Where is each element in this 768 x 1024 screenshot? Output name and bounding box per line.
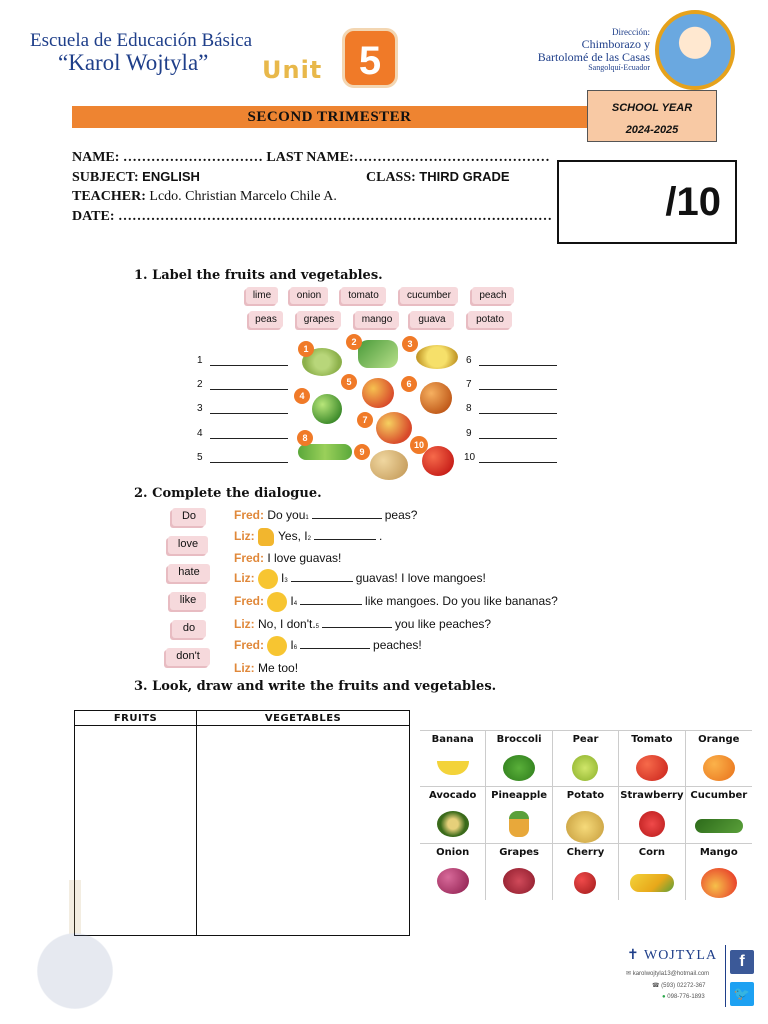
answer-line-7[interactable] [479, 389, 557, 390]
grid-item-cherry [553, 844, 619, 900]
answer-number: 6 [466, 355, 472, 366]
avocado-image [437, 811, 469, 837]
strawberry-image [639, 811, 665, 837]
grid-item-tomato [619, 731, 685, 787]
grid-item-label: Onion [436, 846, 470, 858]
teacher-value: Lcdo. Christian Marcelo Chile A. [149, 189, 337, 204]
grid-item-label: Mango [699, 846, 738, 858]
dialogue-line-2 [234, 528, 382, 546]
answer-number: 2 [197, 379, 203, 390]
answer-number: 1 [197, 355, 203, 366]
orange-image [703, 755, 735, 781]
answer-line-10[interactable] [479, 462, 557, 463]
class-row [366, 169, 510, 186]
potato-grid-image [566, 811, 604, 843]
footer-phone-text: (593) 02272-367 [661, 983, 706, 989]
answer-line-3[interactable] [210, 413, 288, 414]
dialogue-line-5 [234, 592, 558, 612]
blank-number: 1 [305, 515, 309, 521]
grid-item-strawberry [619, 787, 685, 843]
q3-title: 3. Look, draw and write the fruits and vegetables. [134, 679, 497, 694]
dialogue-text: I love guavas! [267, 551, 342, 565]
word-tag-peach: peach [472, 287, 514, 304]
grid-item-pineapple [486, 787, 552, 843]
word-tag-dont: don't [166, 648, 210, 666]
teacher-row [72, 189, 337, 205]
dialogue-text: you like peaches? [395, 617, 492, 631]
tongue-out-emoji-icon [258, 569, 278, 589]
address-line2: Bartolomé de las Casas [537, 50, 650, 65]
number-bubble: 2 [346, 334, 362, 350]
onion-image [420, 382, 452, 414]
grid-item-label: Potato [566, 790, 605, 802]
speaker-fred: Fred: [234, 508, 264, 522]
dialogue-text: I [290, 638, 294, 653]
pope-portrait-logo [655, 10, 735, 90]
cherry-image [574, 872, 596, 894]
cucumber-grid-image [695, 819, 743, 833]
word-tag-grapes: grapes [297, 311, 341, 328]
lime-image [312, 394, 342, 424]
grid-item-label: Grapes [499, 846, 539, 858]
answer-number: 3 [197, 403, 203, 414]
grid-item-label: Tomato [631, 734, 673, 745]
dialogue-text: Yes, I [278, 529, 308, 544]
vegetables-drawing-area[interactable] [197, 726, 410, 936]
grid-item-label: Cherry [566, 846, 605, 858]
grid-item-onion [420, 844, 486, 900]
address-line1: Chimborazo y [581, 36, 650, 51]
speaker-liz: Liz: [234, 529, 255, 544]
word-tag-do-lower: do [172, 620, 206, 638]
cucumber-image [358, 340, 398, 368]
school-name-line1: Escuela de Educación Básica [30, 30, 253, 51]
blank-number: 2 [307, 536, 311, 543]
grapes-grid-image [503, 868, 535, 894]
class-label: CLASS: [366, 170, 416, 185]
dialogue-line-3 [234, 551, 341, 565]
dialogue-line-6 [234, 617, 491, 631]
word-tag-peas: peas [249, 311, 283, 328]
score-value: /10 [665, 180, 721, 224]
word-tag-mango: mango [355, 311, 399, 328]
unit-number-badge: 5 [342, 28, 398, 88]
grid-item-orange [686, 731, 752, 787]
blank-number: 4 [293, 601, 298, 608]
subject-value: ENGLISH [142, 169, 200, 184]
number-bubble: 5 [341, 374, 357, 390]
blank-number: 5 [315, 624, 320, 630]
phone-icon: ☎ [652, 983, 662, 989]
speaker-liz: Liz: [234, 571, 255, 586]
answer-line-5[interactable] [210, 462, 288, 463]
subject-label: SUBJECT: [72, 170, 139, 185]
grid-item-label: Orange [698, 734, 740, 745]
footer-email[interactable] [626, 970, 709, 977]
subject-row [72, 169, 200, 186]
answer-line-8[interactable] [479, 413, 557, 414]
coat-of-arms-watermark [20, 880, 130, 1010]
word-tag-potato: potato [468, 311, 512, 328]
word-tag-love: love [168, 536, 208, 554]
dialogue-text: peas? [384, 508, 418, 522]
footer-email-text: karolwojtyla13@hotmail.com [632, 971, 710, 977]
number-bubble: 7 [357, 412, 373, 428]
speaker-liz: Liz: [234, 617, 255, 631]
word-tag-like: like [170, 592, 206, 610]
grid-item-label: Broccoli [496, 734, 542, 745]
whatsapp-icon: ● [662, 994, 668, 1000]
school-year-label: SCHOOL YEAR [611, 102, 693, 114]
footer-whatsapp-text: 098-776-1893 [667, 994, 705, 1000]
word-tag-guava: guava [410, 311, 454, 328]
grid-item-mango [686, 844, 752, 900]
dialogue-line-7 [234, 636, 422, 656]
dialogue-line-1 [234, 508, 417, 522]
word-tag-onion: onion [290, 287, 328, 304]
school-year-value: 2024-2025 [625, 124, 679, 136]
speaker-fred: Fred: [234, 638, 264, 653]
heart-eyes-emoji-icon [267, 636, 287, 656]
potato-image [370, 450, 408, 480]
number-bubble: 4 [294, 388, 310, 404]
footer-logo [627, 947, 717, 964]
speaker-fred: Fred: [234, 594, 264, 609]
peas-image [298, 444, 352, 460]
school-name-line2: “Karol Wojtyla” [58, 50, 209, 75]
answer-number: 9 [466, 428, 472, 439]
grid-item-corn [619, 844, 685, 900]
answer-line-4[interactable] [210, 438, 288, 439]
grid-item-avocado [420, 787, 486, 843]
grid-item-potato [553, 787, 619, 843]
mango-grid-image [701, 868, 737, 898]
number-bubble: 1 [298, 341, 314, 357]
address-city: Sangolquí-Ecuador [588, 63, 650, 73]
word-tag-do: Do [172, 508, 206, 526]
grid-item-label: Strawberry [620, 790, 684, 802]
word-tag-cucumber: cucumber [400, 287, 458, 304]
dialogue-text: . [378, 529, 383, 544]
date-field-line[interactable]: DATE: ………………………………………………………………………………… [72, 209, 553, 224]
pear-image [572, 755, 598, 781]
score-box [557, 160, 737, 244]
onion-grid-image [437, 868, 469, 894]
dialogue-text: like mangoes. Do you like bananas? [365, 594, 558, 609]
number-bubble: 9 [354, 444, 370, 460]
school-address [538, 28, 650, 73]
dialogue-text: No, I don't. [258, 617, 316, 631]
speaker-liz: Liz: [234, 661, 255, 675]
grid-item-label: Avocado [428, 790, 477, 802]
broccoli-image [503, 755, 535, 781]
grid-item-label: Pineapple [491, 790, 548, 802]
number-bubble: 3 [402, 336, 418, 352]
unit-label: Unit [262, 56, 323, 84]
word-tag-hate: hate [168, 564, 210, 582]
answer-line-2[interactable] [210, 389, 288, 390]
dialogue-text: I [281, 571, 285, 586]
grid-item-cucumber [686, 787, 752, 843]
school-year-box [587, 90, 717, 142]
dialogue-blank-3[interactable] [291, 581, 353, 582]
number-bubble: 6 [401, 376, 417, 392]
guava-image [416, 345, 458, 369]
dialogue-blank-4[interactable] [300, 604, 362, 605]
answer-number: 4 [197, 428, 203, 439]
number-bubble: 10 [410, 436, 428, 454]
grid-item-pear [553, 731, 619, 787]
footer-whatsapp [662, 994, 705, 1000]
class-value: THIRD GRADE [419, 169, 510, 184]
footer-logo-text: WOJTYLA [643, 948, 718, 963]
blank-number: 6 [293, 645, 298, 652]
q2-title: 2. Complete the dialogue. [134, 486, 322, 501]
corn-image [630, 874, 674, 892]
answer-line-1[interactable] [210, 365, 288, 366]
grid-item-label: Banana [431, 734, 474, 745]
disgusted-emoji-icon [267, 592, 287, 612]
dialogue-text: Me too! [258, 661, 299, 675]
dialogue-blank-2[interactable] [314, 539, 376, 540]
answer-number: 10 [464, 452, 476, 463]
grid-item-label: Cucumber [690, 790, 748, 802]
pineapple-image [509, 811, 529, 837]
dialogue-blank-1[interactable] [312, 518, 382, 519]
answer-line-9[interactable] [479, 438, 557, 439]
answer-number: 7 [466, 379, 472, 390]
picture-reference-grid [420, 730, 752, 900]
banana-image [437, 761, 469, 775]
grid-item-grapes [486, 844, 552, 900]
grid-item-banana [420, 731, 486, 787]
dialogue-line-8 [234, 661, 298, 675]
grid-item-broccoli [486, 731, 552, 787]
dialogue-text: peaches! [373, 638, 422, 653]
name-field-line[interactable]: NAME: ………………………… LAST NAME:…………………………………… [72, 150, 550, 165]
answer-line-6[interactable] [479, 365, 557, 366]
dialogue-blank-6[interactable] [300, 648, 370, 649]
q1-title: 1. Label the fruits and vegetables. [134, 268, 383, 283]
footer-phone [652, 982, 706, 989]
footer-cross-icon: ✝ [627, 948, 644, 963]
number-bubble: 8 [297, 430, 313, 446]
mango-image [376, 412, 412, 444]
grid-item-label: Pear [572, 734, 599, 745]
blank-number: 3 [284, 578, 288, 585]
tomato-grid-image [636, 755, 668, 781]
footer-divider [725, 945, 726, 1007]
word-tag-tomato: tomato [341, 287, 386, 304]
twitter-icon[interactable]: 🐦 [730, 982, 754, 1006]
dialogue-text: I [290, 594, 294, 609]
col-header-vegetables: VEGETABLES [197, 711, 410, 726]
tomato-image [422, 446, 454, 476]
thumbs-up-icon [258, 528, 274, 546]
answer-number: 8 [466, 403, 472, 414]
trimester-banner: SECOND TRIMESTER [72, 106, 587, 128]
dialogue-text: Do you [267, 508, 306, 522]
dialogue-blank-5[interactable] [322, 627, 392, 628]
col-header-fruits: FRUITS [75, 711, 197, 726]
facebook-icon[interactable]: f [730, 950, 754, 974]
peach-image [362, 378, 394, 408]
grid-item-label: Corn [638, 846, 666, 858]
mail-icon: ✉ [626, 971, 633, 977]
speaker-fred: Fred: [234, 551, 264, 565]
dialogue-line-4 [234, 569, 486, 589]
answer-number: 5 [197, 452, 203, 463]
word-tag-lime: lime [246, 287, 278, 304]
dialogue-text: guavas! I love mangoes! [355, 571, 486, 586]
teacher-label: TEACHER: [72, 189, 146, 204]
address-label: Dirección: [612, 27, 650, 37]
